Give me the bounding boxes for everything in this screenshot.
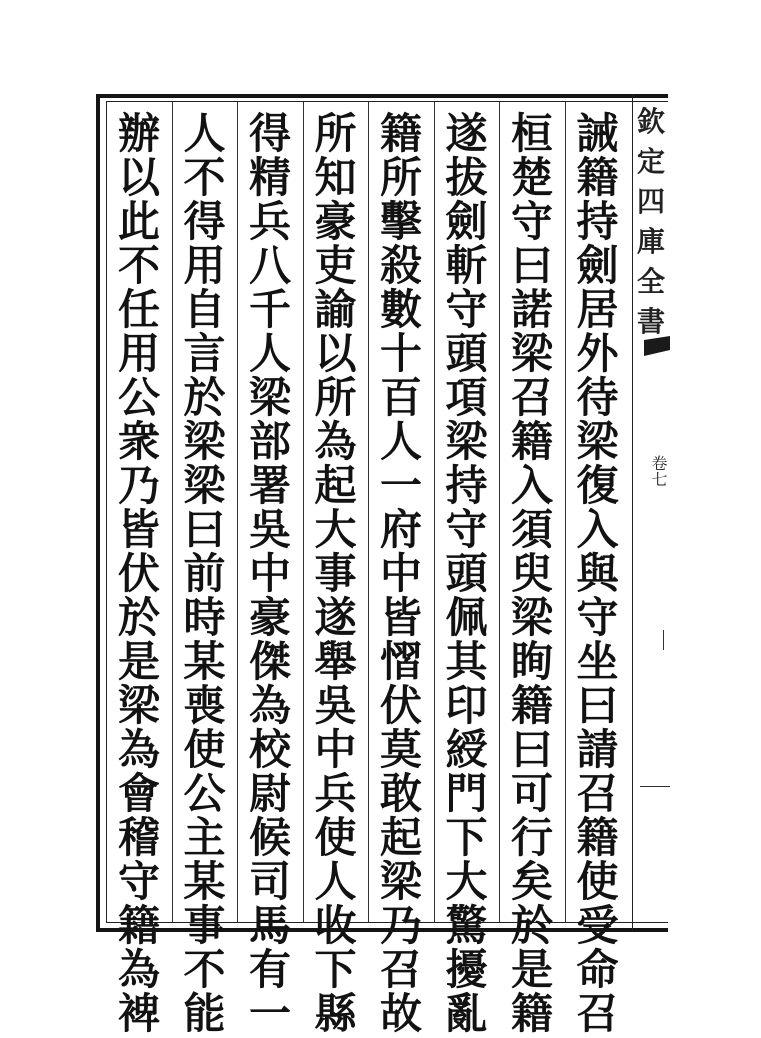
text-char: 擾 — [445, 945, 488, 994]
text-char: 數 — [379, 285, 422, 334]
text-char: 梁 — [445, 417, 488, 466]
text-char: 署 — [248, 461, 291, 510]
text-char: 大 — [314, 505, 357, 554]
text-char: 待 — [576, 373, 619, 422]
text-char: 用 — [117, 329, 160, 378]
text-char: 為 — [248, 681, 291, 730]
text-char: 使 — [314, 813, 357, 862]
text-char: 下 — [314, 945, 357, 994]
text-char: 可 — [510, 769, 553, 818]
text-char: 綬 — [445, 725, 488, 774]
margin-title-char: 欽 — [636, 105, 665, 138]
text-char: 衆 — [117, 417, 160, 466]
text-char: 主 — [183, 813, 226, 862]
text-char: 前 — [183, 549, 226, 598]
text-char: 莫 — [379, 725, 422, 774]
text-char: 事 — [183, 901, 226, 950]
text-char: 自 — [183, 285, 226, 334]
text-char: 敢 — [379, 769, 422, 818]
text-char: 傑 — [248, 637, 291, 686]
text-char: 會 — [117, 769, 160, 818]
text-char: 一 — [379, 461, 422, 510]
text-char: 擊 — [379, 197, 422, 246]
text-char: 部 — [248, 417, 291, 466]
text-char: 某 — [183, 857, 226, 906]
text-char: 門 — [445, 769, 488, 818]
text-char: 於 — [510, 901, 553, 950]
text-char: 諭 — [314, 285, 357, 334]
text-char: 諾 — [510, 285, 553, 334]
text-char: 誡 — [576, 109, 619, 158]
text-char: 籍 — [510, 681, 553, 730]
text-char: 頭 — [445, 329, 488, 378]
text-char: 起 — [379, 813, 422, 862]
text-char: 殺 — [379, 241, 422, 290]
text-char: 時 — [183, 593, 226, 642]
text-char: 下 — [445, 813, 488, 862]
text-char: 遂 — [445, 109, 488, 158]
text-char: 印 — [445, 681, 488, 730]
text-char: 斬 — [445, 241, 488, 290]
text-char: 兵 — [248, 197, 291, 246]
text-char: 兵 — [314, 769, 357, 818]
text-char: 稽 — [117, 813, 160, 862]
text-char: 驚 — [445, 901, 488, 950]
text-char: 故 — [379, 989, 422, 1038]
text-char: 梁 — [510, 329, 553, 378]
column-rule — [565, 102, 566, 922]
text-char: 外 — [576, 329, 619, 378]
text-char: 所 — [314, 373, 357, 422]
column-rule — [434, 102, 435, 922]
text-char: 命 — [576, 945, 619, 994]
text-char: 守 — [117, 857, 160, 906]
text-char: 為 — [117, 945, 160, 994]
text-char: 慴 — [379, 637, 422, 686]
text-char: 曰 — [183, 505, 226, 554]
text-char: 是 — [510, 945, 553, 994]
text-char: 中 — [314, 725, 357, 774]
text-char: 裨 — [117, 989, 160, 1038]
text-char: 辦 — [117, 109, 160, 158]
text-char: 伏 — [117, 549, 160, 598]
text-char: 復 — [576, 461, 619, 510]
text-char: 梁 — [379, 857, 422, 906]
text-char: 縣 — [314, 989, 357, 1038]
text-column — [437, 109, 497, 1038]
text-char: 坐 — [576, 637, 619, 686]
text-char: 亂 — [445, 989, 488, 1038]
text-char: 馬 — [248, 901, 291, 950]
juan-label: 卷七 — [649, 455, 668, 487]
text-char: 劍 — [576, 241, 619, 290]
text-char: 知 — [314, 153, 357, 202]
text-char: 乃 — [379, 901, 422, 950]
text-char: 百 — [379, 373, 422, 422]
text-char: 劍 — [445, 197, 488, 246]
column-rule — [237, 102, 238, 922]
column-rule — [303, 102, 304, 922]
text-char: 一 — [248, 989, 291, 1038]
text-char: 吏 — [314, 241, 357, 290]
text-char: 曰 — [510, 241, 553, 290]
fishtail-mark-icon — [644, 336, 670, 362]
text-char: 為 — [117, 725, 160, 774]
text-char: 用 — [183, 241, 226, 290]
text-char: 曰 — [510, 725, 553, 774]
text-char: 豪 — [248, 593, 291, 642]
text-char: 梁 — [248, 373, 291, 422]
text-char: 持 — [576, 197, 619, 246]
text-char: 召 — [576, 989, 619, 1038]
text-char: 籍 — [379, 109, 422, 158]
text-char: 不 — [183, 945, 226, 994]
margin-title-char: 定 — [636, 145, 665, 178]
text-char: 召 — [379, 945, 422, 994]
text-char: 楚 — [510, 153, 553, 202]
text-char: 以 — [117, 153, 160, 202]
text-char: 人 — [248, 329, 291, 378]
text-char: 與 — [576, 549, 619, 598]
text-char: 吳 — [314, 681, 357, 730]
text-char: 不 — [117, 241, 160, 290]
text-char: 是 — [117, 637, 160, 686]
text-char: 言 — [183, 329, 226, 378]
text-column — [240, 109, 300, 1038]
text-char: 大 — [445, 857, 488, 906]
text-char: 豪 — [314, 197, 357, 246]
text-char: 籍 — [510, 989, 553, 1038]
text-char: 十 — [379, 329, 422, 378]
text-char: 人 — [314, 857, 357, 906]
text-char: 梁 — [183, 461, 226, 510]
text-char: 入 — [576, 505, 619, 554]
text-char: 佩 — [445, 593, 488, 642]
text-char: 拔 — [445, 153, 488, 202]
text-char: 矣 — [510, 857, 553, 906]
text-char: 吳 — [248, 505, 291, 554]
text-char: 須 — [510, 505, 553, 554]
text-char: 守 — [510, 197, 553, 246]
text-char: 府 — [379, 505, 422, 554]
column-rule — [172, 102, 173, 922]
text-column — [175, 109, 235, 1038]
text-char: 八 — [248, 241, 291, 290]
text-char: 籍 — [117, 901, 160, 950]
text-char: 召 — [510, 373, 553, 422]
text-column — [306, 109, 366, 1038]
text-char: 桓 — [510, 109, 553, 158]
text-char: 千 — [248, 285, 291, 334]
text-char: 某 — [183, 637, 226, 686]
text-char: 得 — [183, 197, 226, 246]
text-char: 入 — [510, 461, 553, 510]
text-char: 居 — [576, 285, 619, 334]
text-char: 籍 — [576, 813, 619, 862]
text-char: 於 — [183, 373, 226, 422]
text-char: 校 — [248, 725, 291, 774]
margin-title-char: 四 — [636, 185, 665, 218]
text-char: 梁 — [183, 417, 226, 466]
text-char: 皆 — [117, 505, 160, 554]
text-char: 梁 — [510, 593, 553, 642]
margin-title — [634, 102, 668, 338]
column-rule — [499, 102, 500, 922]
margin-title-char: 庫 — [636, 225, 665, 258]
text-char: 事 — [314, 549, 357, 598]
text-char: 有 — [248, 945, 291, 994]
text-char: 司 — [248, 857, 291, 906]
margin-title-char: 書 — [636, 305, 665, 338]
text-char: 精 — [248, 153, 291, 202]
text-char: 人 — [183, 109, 226, 158]
text-char: 尉 — [248, 769, 291, 818]
text-char: 喪 — [183, 681, 226, 730]
text-column — [502, 109, 562, 1038]
text-char: 以 — [314, 329, 357, 378]
text-char: 所 — [314, 109, 357, 158]
margin-title-char: 全 — [636, 265, 665, 298]
text-char: 於 — [117, 593, 160, 642]
text-char: 召 — [576, 769, 619, 818]
text-char: 公 — [117, 373, 160, 422]
text-char: 守 — [445, 505, 488, 554]
text-char: 守 — [576, 593, 619, 642]
text-char: 持 — [445, 461, 488, 510]
text-char: 任 — [117, 285, 160, 334]
text-char: 得 — [248, 109, 291, 158]
text-char: 起 — [314, 461, 357, 510]
margin-tick — [663, 630, 664, 650]
text-char: 所 — [379, 153, 422, 202]
text-char: 乃 — [117, 461, 160, 510]
text-char: 中 — [379, 549, 422, 598]
text-char: 此 — [117, 197, 160, 246]
text-char: 行 — [510, 813, 553, 862]
text-char: 其 — [445, 637, 488, 686]
text-char: 籍 — [576, 153, 619, 202]
text-char: 守 — [445, 285, 488, 334]
text-char: 舉 — [314, 637, 357, 686]
text-char: 梁 — [117, 681, 160, 730]
text-char: 曰 — [576, 681, 619, 730]
text-char: 遂 — [314, 593, 357, 642]
text-char: 頭 — [445, 549, 488, 598]
text-char: 不 — [183, 153, 226, 202]
text-char: 項 — [445, 373, 488, 422]
text-char: 籍 — [510, 417, 553, 466]
margin-line — [640, 786, 670, 787]
text-char: 候 — [248, 813, 291, 862]
text-char: 臾 — [510, 549, 553, 598]
text-column — [371, 109, 431, 1038]
text-char: 請 — [576, 725, 619, 774]
text-char: 使 — [183, 725, 226, 774]
text-char: 收 — [314, 901, 357, 950]
column-rule — [368, 102, 369, 922]
text-column — [568, 109, 628, 1038]
text-char: 人 — [379, 417, 422, 466]
text-char: 為 — [314, 417, 357, 466]
text-column — [109, 109, 169, 1038]
text-char: 受 — [576, 901, 619, 950]
text-char: 能 — [183, 989, 226, 1038]
text-char: 伏 — [379, 681, 422, 730]
text-char: 中 — [248, 549, 291, 598]
text-char: 公 — [183, 769, 226, 818]
text-char: 梁 — [576, 417, 619, 466]
text-char: 皆 — [379, 593, 422, 642]
text-char: 使 — [576, 857, 619, 906]
text-char: 眴 — [510, 637, 553, 686]
